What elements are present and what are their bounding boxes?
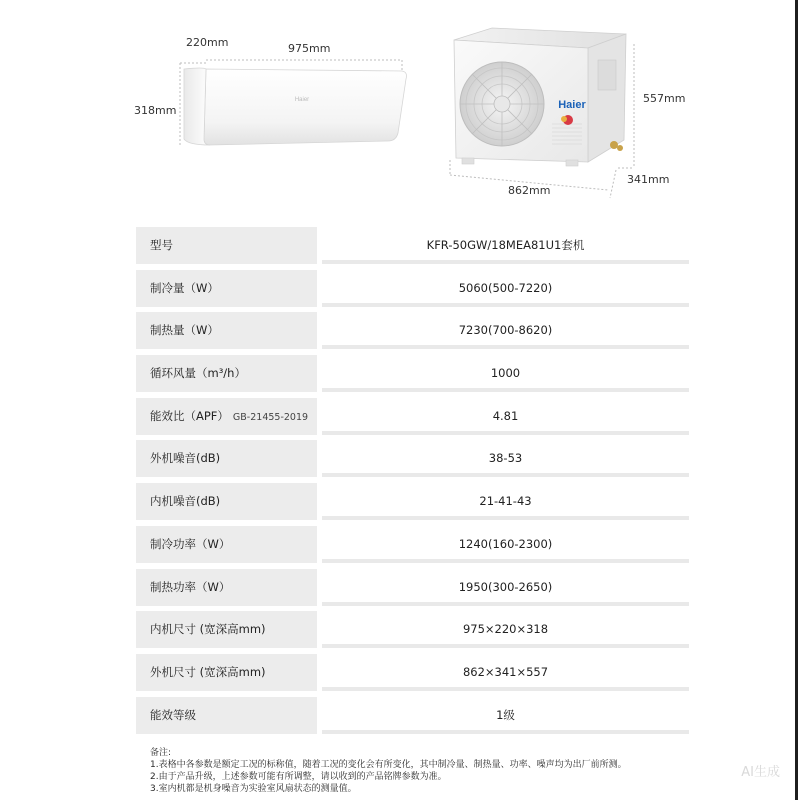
spec-row-cooling-power bbox=[136, 526, 689, 569]
spec-value: 7230(700-8620) bbox=[322, 312, 689, 349]
page-edge bbox=[795, 0, 798, 800]
notes-line-3: 3.室内机都是机身噪音为实验室风扇状态的测量值。 bbox=[150, 784, 357, 794]
indoor-height-label: 318mm bbox=[134, 104, 177, 117]
spec-label: 外机尺寸 (宽深高mm) bbox=[136, 654, 317, 691]
notes bbox=[150, 747, 710, 795]
spec-label-sub: GB-21455-2019 bbox=[232, 411, 309, 423]
spec-table bbox=[136, 227, 689, 739]
spec-value: 21-41-43 bbox=[322, 483, 689, 520]
spec-label: 制热功率（W） bbox=[136, 569, 317, 606]
spec-value: 5060(500-7220) bbox=[322, 270, 689, 307]
spec-row-heating-power bbox=[136, 569, 689, 612]
indoor-unit-image bbox=[170, 55, 410, 155]
outdoor-depth-label: 341mm bbox=[627, 173, 670, 186]
spec-row-apf bbox=[136, 398, 689, 441]
outdoor-width-label: 862mm bbox=[508, 184, 551, 197]
spec-row-outdoor-size bbox=[136, 654, 689, 697]
spec-label: 制冷功率（W） bbox=[136, 526, 317, 563]
spec-row-cooling-capacity bbox=[136, 270, 689, 313]
spec-label: 制热量（W） bbox=[136, 312, 317, 349]
spec-label: 内机噪音(dB) bbox=[136, 483, 317, 520]
outdoor-unit-image bbox=[440, 20, 650, 200]
spec-row-indoor-noise bbox=[136, 483, 689, 526]
spec-value: KFR-50GW/18MEA81U1套机 bbox=[322, 227, 689, 264]
spec-row-indoor-size bbox=[136, 611, 689, 654]
spec-row-heating-capacity bbox=[136, 312, 689, 355]
spec-row-outdoor-noise bbox=[136, 440, 689, 483]
spec-label: 内机尺寸 (宽深高mm) bbox=[136, 611, 317, 648]
notes-line-2: 2.由于产品升级，上述参数可能有所调整，请以收到的产品铭牌参数为准。 bbox=[150, 772, 447, 782]
spec-value: 1950(300-2650) bbox=[322, 569, 689, 606]
outdoor-height-label: 557mm bbox=[643, 92, 686, 105]
notes-line-1: 1.表格中各参数是额定工况的标称值，随着工况的变化会有所变化，其中制冷量、制热量、功率、噪声均为出厂前所测。 bbox=[150, 760, 627, 770]
spec-value: 38-53 bbox=[322, 440, 689, 477]
spec-label: 能效等级 bbox=[136, 697, 317, 734]
spec-value: 1000 bbox=[322, 355, 689, 392]
spec-label: 外机噪音(dB) bbox=[136, 440, 317, 477]
svg-text:Haier: Haier bbox=[558, 99, 586, 111]
spec-value: 4.81 bbox=[322, 398, 689, 435]
spec-label: 循环风量（m³/h） bbox=[136, 355, 317, 392]
spec-row-model bbox=[136, 227, 689, 270]
spec-value: 975×220×318 bbox=[322, 611, 689, 648]
spec-value: 862×341×557 bbox=[322, 654, 689, 691]
indoor-width-label: 975mm bbox=[288, 42, 331, 55]
notes-title: 备注: bbox=[150, 748, 172, 758]
spec-row-energy-grade bbox=[136, 697, 689, 740]
indoor-depth-label: 220mm bbox=[186, 36, 229, 49]
spec-row-airflow bbox=[136, 355, 689, 398]
spec-label: 能效比（APF） GB-21455-2019 bbox=[136, 398, 317, 435]
spec-value: 1240(160-2300) bbox=[322, 526, 689, 563]
svg-text:Haier: Haier bbox=[294, 97, 310, 103]
spec-label: 型号 bbox=[136, 227, 317, 264]
spec-label: 制冷量（W） bbox=[136, 270, 317, 307]
spec-value: 1级 bbox=[322, 697, 689, 734]
watermark: AI生成 bbox=[741, 765, 780, 780]
